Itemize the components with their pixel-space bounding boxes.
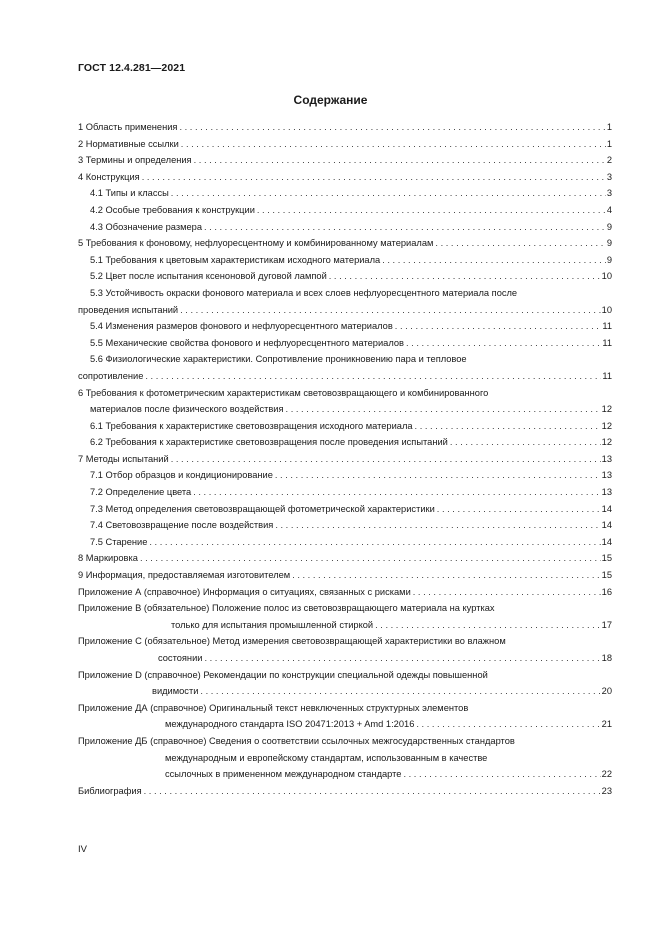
toc-page-number: 12	[601, 437, 612, 448]
toc-entry[interactable]	[78, 667, 612, 700]
toc-leader-dots	[204, 650, 600, 667]
toc-leader-dots	[171, 451, 601, 468]
toc-entry-title: только для испытания промышленной стиркой	[171, 619, 374, 630]
toc-entry[interactable]	[78, 733, 612, 783]
toc-entry-title: Библиография	[78, 785, 142, 796]
toc-page-number: 11	[602, 370, 612, 381]
toc-entry[interactable]	[78, 484, 612, 501]
toc-entry-title: 4.1 Типы и классы	[90, 188, 169, 199]
toc-leader-dots	[180, 302, 601, 319]
toc-page-number: 1	[606, 122, 612, 132]
toc-entry[interactable]	[78, 467, 612, 484]
toc-entry-title: 7.1 Отбор образцов и кондиционирование	[90, 470, 273, 481]
toc-leader-dots	[406, 335, 601, 352]
toc-entry-title: Приложение D (справочное) Рекомендации по конструкции специальной одежды повышенной	[78, 669, 488, 680]
toc-entry-title: Приложение ДБ (справочное) Сведения о соответствии ссылочных межгосударственных стандартов	[78, 735, 515, 746]
toc-entry[interactable]	[78, 351, 612, 384]
toc-leader-dots	[171, 185, 606, 202]
toc-entry[interactable]	[78, 285, 612, 318]
toc-entry[interactable]	[78, 517, 612, 534]
toc-entry[interactable]	[78, 268, 612, 285]
toc-entry-title: материалов после физического воздействия	[90, 404, 284, 415]
toc-entry-title: Приложение ДА (справочное) Оригинальный текст невключенных структурных элементов	[78, 702, 469, 713]
toc-page-number: 13	[601, 453, 612, 464]
toc-entry[interactable]	[78, 335, 612, 352]
toc-entry[interactable]	[78, 783, 612, 800]
toc-leader-dots	[437, 501, 601, 518]
toc-entry-title: 8 Маркировка	[78, 553, 138, 564]
toc-page-number: 23	[601, 785, 612, 796]
toc-page-number: 18	[601, 653, 612, 663]
toc-leader-dots	[142, 169, 606, 186]
toc-entry-title: проведения испытаний	[78, 304, 179, 315]
toc-page-number: 1	[606, 138, 612, 149]
toc-entry[interactable]	[78, 152, 612, 169]
toc-entry[interactable]	[78, 169, 612, 186]
toc-entry-title: Приложение С (обязательное) Метод измерения световозвращающей характеристики во влажном	[78, 636, 506, 647]
toc-entry[interactable]	[78, 252, 612, 269]
toc-entry-title: состоянии	[158, 653, 203, 663]
toc-leader-dots	[415, 418, 601, 435]
toc-page-number: 13	[601, 470, 612, 481]
toc-entry-title: 6.2 Требования к характеристике световозвращения после проведения испытаний	[90, 437, 448, 448]
toc-entry[interactable]	[78, 136, 612, 153]
toc-entry-title: 4 Конструкция	[78, 171, 140, 182]
toc-entry[interactable]	[78, 318, 612, 335]
toc-leader-dots	[416, 716, 600, 733]
toc-entry-title: 6.1 Требования к характеристике световозвращения исходного материала	[90, 420, 413, 431]
toc-leader-dots	[435, 235, 605, 252]
toc-leader-dots	[329, 268, 601, 285]
toc-page-number: 14	[601, 503, 612, 514]
toc-entry[interactable]	[78, 119, 612, 136]
toc-leader-dots	[450, 434, 601, 451]
toc-page-number: 12	[601, 420, 612, 431]
toc-entry[interactable]	[78, 567, 612, 584]
toc-entry-title: 3 Термины и определения	[78, 155, 192, 166]
toc-entry-title: 7.3 Метод определения световозвращающей фотометрической характеристики	[90, 503, 435, 514]
toc-entry[interactable]	[78, 584, 612, 601]
toc-page-number: 14	[601, 520, 612, 531]
toc-page-number: 20	[601, 686, 612, 697]
toc-page-number: 3	[606, 188, 612, 199]
toc-entry[interactable]	[78, 700, 612, 733]
toc-page-number: 15	[601, 553, 612, 564]
page-number: IV	[78, 844, 87, 855]
toc-page-number: 17	[601, 619, 612, 630]
toc-entry-title: 5.5 Механические свойства фонового и нефлуоресцентного материалов	[90, 337, 404, 348]
toc-leader-dots	[275, 467, 601, 484]
toc-page-number: 22	[601, 769, 612, 780]
toc-entry-title: 5.3 Устойчивость окраски фонового материала и всех слоев нефлуоресцентного материала после	[90, 287, 518, 298]
toc-leader-dots	[382, 252, 606, 269]
toc-entry-title: видимости	[152, 686, 199, 697]
toc-leader-dots	[140, 550, 601, 567]
toc-leader-dots	[200, 683, 600, 700]
toc-entry-title: Приложение В (обязательное) Положение полос из световозвращающего материала на куртках	[78, 603, 495, 614]
toc-leader-dots	[395, 318, 602, 335]
toc-entry-title: 5.2 Цвет после испытания ксеноновой дуговой лампой	[90, 271, 327, 282]
toc-page-number: 4	[606, 204, 612, 215]
toc-entry-title: международным и европейскому стандартам, использованным в качестве	[165, 752, 488, 763]
toc-entry-title: сопротивление	[78, 370, 144, 381]
toc-page-number: 9	[606, 238, 612, 249]
toc-page-number: 13	[601, 487, 612, 498]
toc-entry[interactable]	[78, 385, 612, 418]
table-of-contents	[78, 119, 612, 799]
toc-page-number: 9	[606, 254, 612, 265]
toc-entry[interactable]	[78, 434, 612, 451]
document-code: ГОСТ 12.4.281—2021	[78, 62, 186, 74]
toc-page-number: 11	[602, 321, 612, 332]
toc-entry-title: 7.5 Старение	[90, 536, 148, 547]
toc-page-number: 14	[601, 536, 612, 547]
toc-entry-title: ссылочных в примененном международном стандарте	[165, 769, 402, 780]
toc-page-number: 15	[601, 570, 612, 581]
toc-entry[interactable]	[78, 219, 612, 236]
toc-entry-title: 7 Методы испытаний	[78, 453, 169, 464]
toc-entry[interactable]	[78, 501, 612, 518]
toc-leader-dots	[286, 401, 601, 418]
toc-leader-dots	[292, 567, 600, 584]
toc-entry-title: 7.2 Определение цвета	[90, 487, 192, 498]
toc-entry[interactable]	[78, 418, 612, 435]
toc-leader-dots	[181, 136, 606, 153]
toc-leader-dots	[204, 219, 606, 236]
toc-entry-title: 5.4 Изменения размеров фонового и нефлуоресцентного материалов	[90, 321, 393, 332]
toc-entry[interactable]	[78, 633, 612, 666]
toc-entry[interactable]	[78, 185, 612, 202]
toc-page-number: 16	[601, 586, 612, 597]
toc-entry-title: 4.3 Обозначение размера	[90, 221, 202, 232]
page-title: Содержание	[293, 93, 368, 107]
toc-leader-dots	[403, 766, 600, 783]
toc-leader-dots	[375, 617, 601, 634]
toc-entry-title: 7.4 Световозвращение после воздействия	[90, 520, 274, 531]
toc-page-number: 3	[606, 171, 612, 182]
toc-entry-title: 5.1 Требования к цветовым характеристикам исходного материала	[90, 254, 381, 265]
toc-entry-title: 2 Нормативные ссылки	[78, 138, 179, 149]
toc-entry-title: Приложение А (справочное) Информация о ситуациях, связанных с рисками	[78, 586, 411, 597]
toc-entry-title: 6 Требования к фотометрическим характеристикам световозвращающего и комбинированного	[78, 387, 489, 398]
toc-leader-dots	[275, 517, 600, 534]
toc-entry[interactable]	[78, 550, 612, 567]
toc-leader-dots	[257, 202, 606, 219]
toc-entry[interactable]	[78, 235, 612, 252]
toc-page-number: 9	[606, 221, 612, 232]
toc-page-number: 21	[601, 719, 612, 730]
toc-leader-dots	[413, 584, 601, 601]
toc-entry-title: 1 Область применения	[78, 122, 178, 132]
toc-entry[interactable]	[78, 534, 612, 551]
toc-entry-title: 9 Информация, предоставляемая изготовителем	[78, 570, 291, 581]
toc-leader-dots	[193, 484, 600, 501]
toc-page-number: 11	[602, 337, 612, 348]
toc-entry-title: 5 Требования к фоновому, нефлуоресцентному и комбинированному материалам	[78, 238, 434, 249]
toc-page-number: 2	[606, 155, 612, 166]
toc-entry-title: 4.2 Особые требования к конструкции	[90, 204, 255, 215]
toc-entry[interactable]	[78, 451, 612, 468]
toc-page-number: 10	[601, 304, 612, 315]
toc-leader-dots	[144, 783, 601, 800]
toc-page-number: 12	[601, 404, 612, 415]
toc-entry-title: 5.6 Физиологические характеристики. Сопротивление проникновению пара и тепловое	[90, 354, 467, 365]
toc-leader-dots	[145, 368, 601, 385]
toc-entry-title: международного стандарта ISO 20471:2013 + Amd 1:2016	[165, 719, 415, 730]
toc-leader-dots	[194, 152, 606, 169]
toc-entry[interactable]	[78, 202, 612, 219]
toc-leader-dots	[179, 119, 605, 136]
toc-page-number: 10	[601, 271, 612, 282]
toc-leader-dots	[149, 534, 600, 551]
toc-entry[interactable]	[78, 600, 612, 633]
